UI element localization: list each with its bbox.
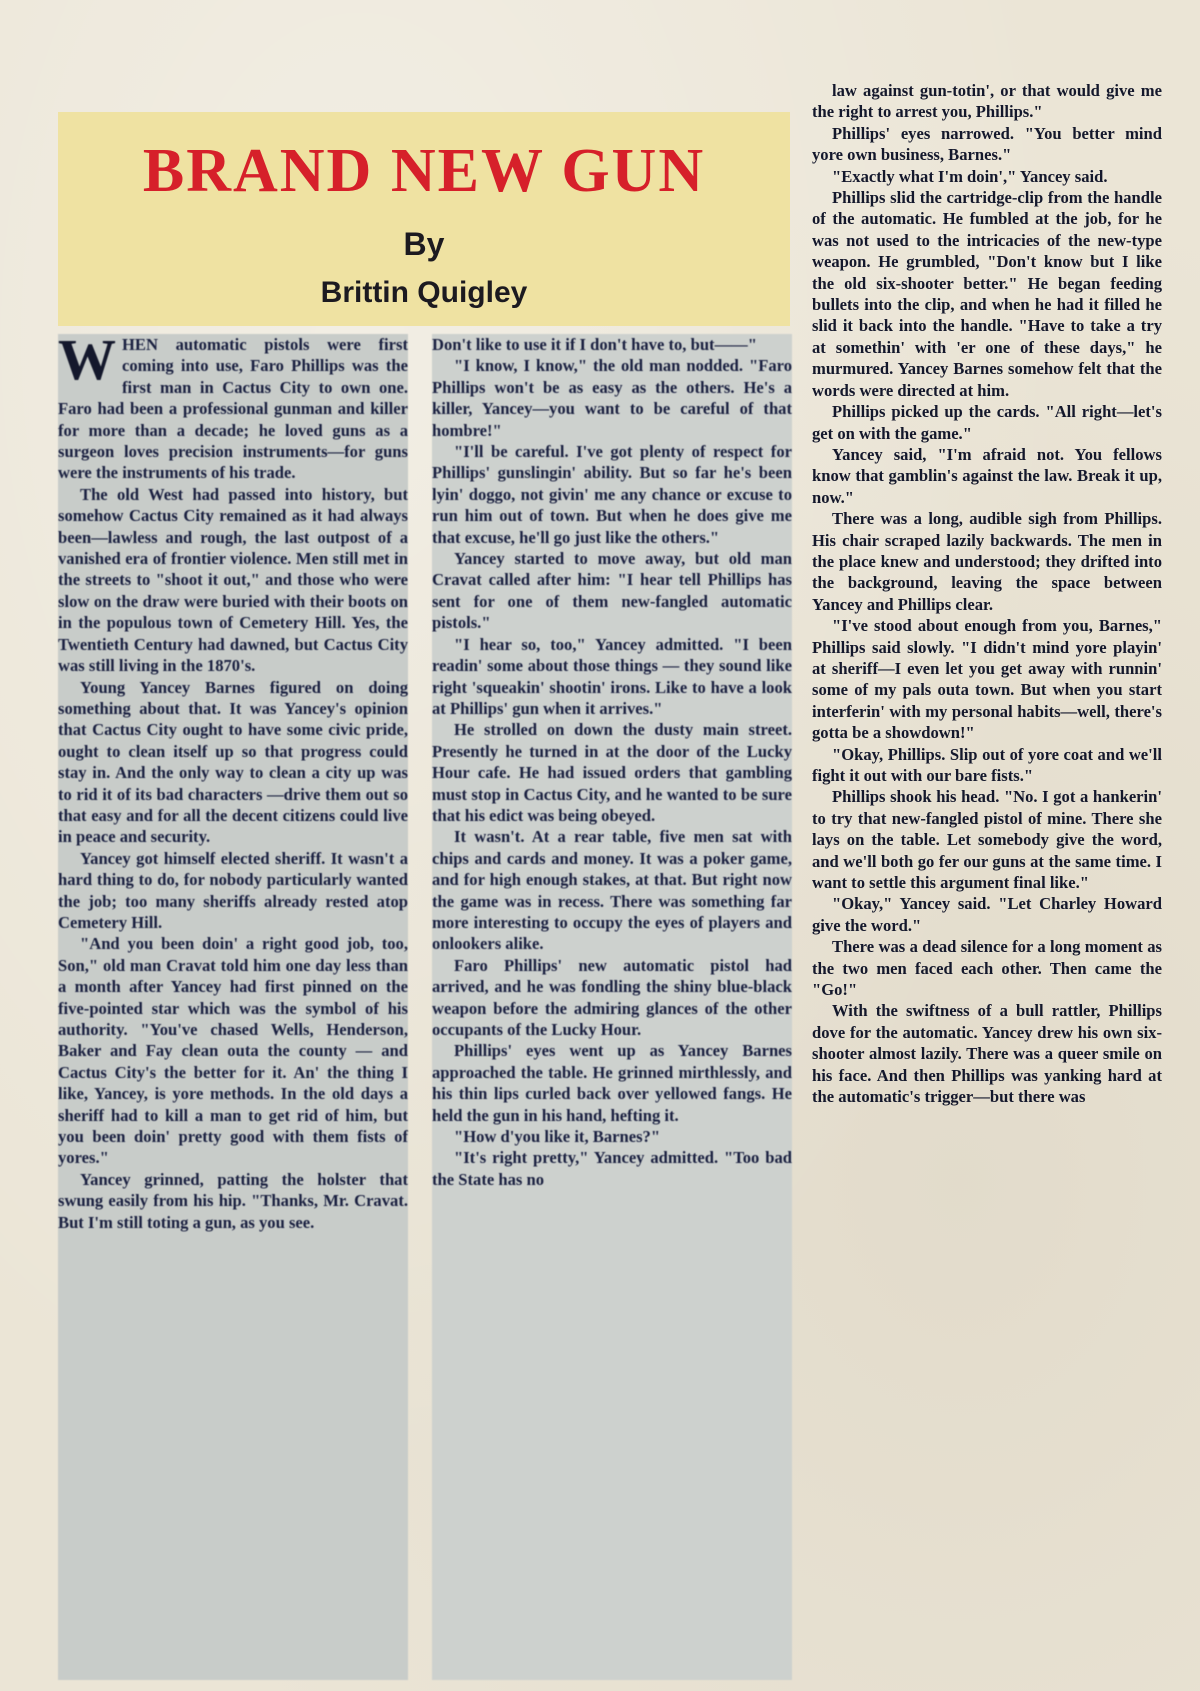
paragraph: Phillips' eyes narrowed. "You better mind yore own business, Barnes." bbox=[812, 123, 1162, 165]
paragraph: "Okay," Yancey said. "Let Charley Howard give the word." bbox=[812, 894, 1162, 935]
paragraph: Don't like to use it if I don't have to, but——" bbox=[432, 335, 757, 354]
paragraph: Phillips picked up the cards. "All right—let's get on with the game." bbox=[812, 402, 1162, 443]
paragraph: "It's right pretty," Yancey admitted. "Too bad the State has no bbox=[432, 1148, 792, 1189]
paragraph: He strolled on down the dusty main street. Presently he turned in at the door of the Lucky Hour cafe. He had issued orders that gambling must stop in Cactus City, and he wanted to be sure that his edict was being obeyed. bbox=[432, 720, 792, 825]
author-name: Brittin Quigley bbox=[320, 276, 528, 309]
paragraph: With the swiftness of a bull rattler, Phillips dove for the automatic. Yancey drew his own six-shooter almost lazily. There was a queer smile on his face. And then Phillips was yanking hard at the automatic's trigger—but there was bbox=[812, 1001, 1162, 1107]
paragraph: law against gun-totin', or that would give me the right to arrest you, Phillips." bbox=[812, 81, 1162, 122]
story-title: BRAND NEW GUN bbox=[142, 137, 706, 205]
paragraph: "I'll be careful. I've got plenty of respect for Phillips' gunslingin' ability. But so far he's been lyin' doggo, not givin' me any chance or excuse to run him out of town. But when he does give me that excuse, he'll go just like the others." bbox=[432, 442, 792, 547]
paragraph: There was a long, audible sigh from Phillips. His chair scraped lazily backwards. The men in the place knew and understood; they drifted into the background, leaving the space between Yancey and Phillips clear. bbox=[812, 509, 1162, 614]
paragraph: "Okay, Phillips. Slip out of yore coat and we'll fight it out with our bare fists." bbox=[812, 744, 1162, 785]
paragraph: Phillips shook his head. "No. I got a hankerin' to try that new-fangled pistol of mine. There she lays on the table. Let somebody give the word, and we'll both go fer our guns at the same time. I want to settle this argument final like." bbox=[812, 787, 1162, 893]
text-column-1 bbox=[58, 334, 408, 1680]
paragraph: Phillips' eyes went up as Yancey Barnes approached the table. He grinned mirthlessly, and his thin lips curled back over yellowed fangs. He held the gun in his hand, hefting it. bbox=[432, 1041, 792, 1125]
paragraph: There was a dead silence for a long moment as the two men faced each other. Then came the "Go!" bbox=[812, 937, 1162, 1000]
byline-label: By bbox=[403, 226, 445, 262]
paragraph: Yancey said, "I'm afraid not. You fellows know that gamblin's against the law. Break it up, now." bbox=[812, 444, 1162, 507]
paragraph: Phillips slid the cartridge-clip from the handle of the automatic. He fumbled at the job, for he was not used to the intricacies of the new-type weapon. He grumbled, "Don't know but I like the old six-shooter better." He began feeding bullets into the clip, and when he had it filled he slid it back into the handle. "Have to take a try at somethin' with 'er one of these days," he murmured. Yancey Barnes somehow felt that the words were directed at him. bbox=[812, 188, 1162, 400]
paragraph: "And you been doin' a right good job, too, Son," old man Cravat told him one day less than a month after Yancey had first pinned on the five-pointed star which was the symbol of his authority. "You've chased Wells, Henderson, Baker and Fay clean outa the county — and Cactus City's the better for it. An' the thing I like, Yancey, is yore methods. In the old days a sheriff had to kill a man to get rid of him, but you been doin' pretty good with them fists of yores." bbox=[58, 934, 408, 1168]
paragraph: "I know, I know," the old man nodded. "Faro Phillips won't be as easy as the others. He's a killer, Yancey—you want to be careful of that hombre!" bbox=[432, 356, 792, 440]
text-column-3 bbox=[812, 80, 1162, 1680]
paragraph: The old West had passed into history, but somehow Cactus City remained as it had always been—lawless and rough, the last outpost of a vanished era of frontier violence. Men still met in the streets to "shoot it out," and those who were slow on the draw were buried with their boots on in the populous town of Cemetery Hill. Yes, the Twentieth Century had dawned, but Cactus City was still living in the 1870's. bbox=[58, 484, 408, 676]
paragraph: "How d'you like it, Barnes?" bbox=[454, 1127, 661, 1147]
drop-cap: W bbox=[58, 334, 116, 392]
paragraph: "I hear so, too," Yancey admitted. "I been readin' some about those things — they sound like right 'squeakin' shootin' irons. Like to have a look at Phillips' gun when it arrives." bbox=[432, 634, 792, 718]
paragraph: HEN automatic pistols were first coming into use, Faro Phillips was the first man in Cactus City to own one. Faro had been a professional gunman and killer for more than a decade; he loved guns as a surgeon loves precision instruments—for guns were the instruments of his trade. bbox=[58, 335, 408, 483]
paragraph: Faro Phillips' new automatic pistol had arrived, and he was fondling the shiny blue-black weapon before the admiring glances of the other occupants of the Lucky Hour. bbox=[432, 955, 792, 1039]
paragraph: Young Yancey Barnes figured on doing something about that. It was Yancey's opinion that Cactus City ought to have some civic pride, ought to clean itself up so that progress could stay in. And the only way to clean a city up was to rid it of its bad characters —drive them out so that easy and for all the decent citizens could live in peace and security. bbox=[58, 677, 408, 847]
paragraph: "Exactly what I'm doin'," Yancey said. bbox=[832, 166, 1108, 186]
paragraph: "I've stood about enough from you, Barnes," Phillips said slowly. "I didn't mind yore playin' at sheriff—I even let you get away with runnin' some of my pals outa town. But when you start interferin' with my personal habits—well, there's gotta be a showdown!" bbox=[812, 616, 1162, 743]
paragraph: Yancey grinned, patting the holster that swung easily from his hip. "Thanks, Mr. Cravat. But I'm still toting a gun, as you see. bbox=[58, 1169, 408, 1232]
text-column-2 bbox=[432, 334, 792, 1680]
paragraph: Yancey started to move away, but old man Cravat called after him: "I hear tell Phillips has sent for one of them new-fangled automatic pistols." bbox=[432, 549, 792, 633]
paragraph: It wasn't. At a rear table, five men sat with chips and cards and money. It was a poker game, and for high enough stakes, at that. But right now the game was in recess. There was something far more interesting to occupy the eyes of players and onlookers alike. bbox=[432, 827, 792, 954]
paragraph: Yancey got himself elected sheriff. It wasn't a hard thing to do, for nobody particularly wanted the job; too many sheriffs already rested atop Cemetery Hill. bbox=[58, 848, 408, 932]
title-panel bbox=[58, 112, 790, 326]
